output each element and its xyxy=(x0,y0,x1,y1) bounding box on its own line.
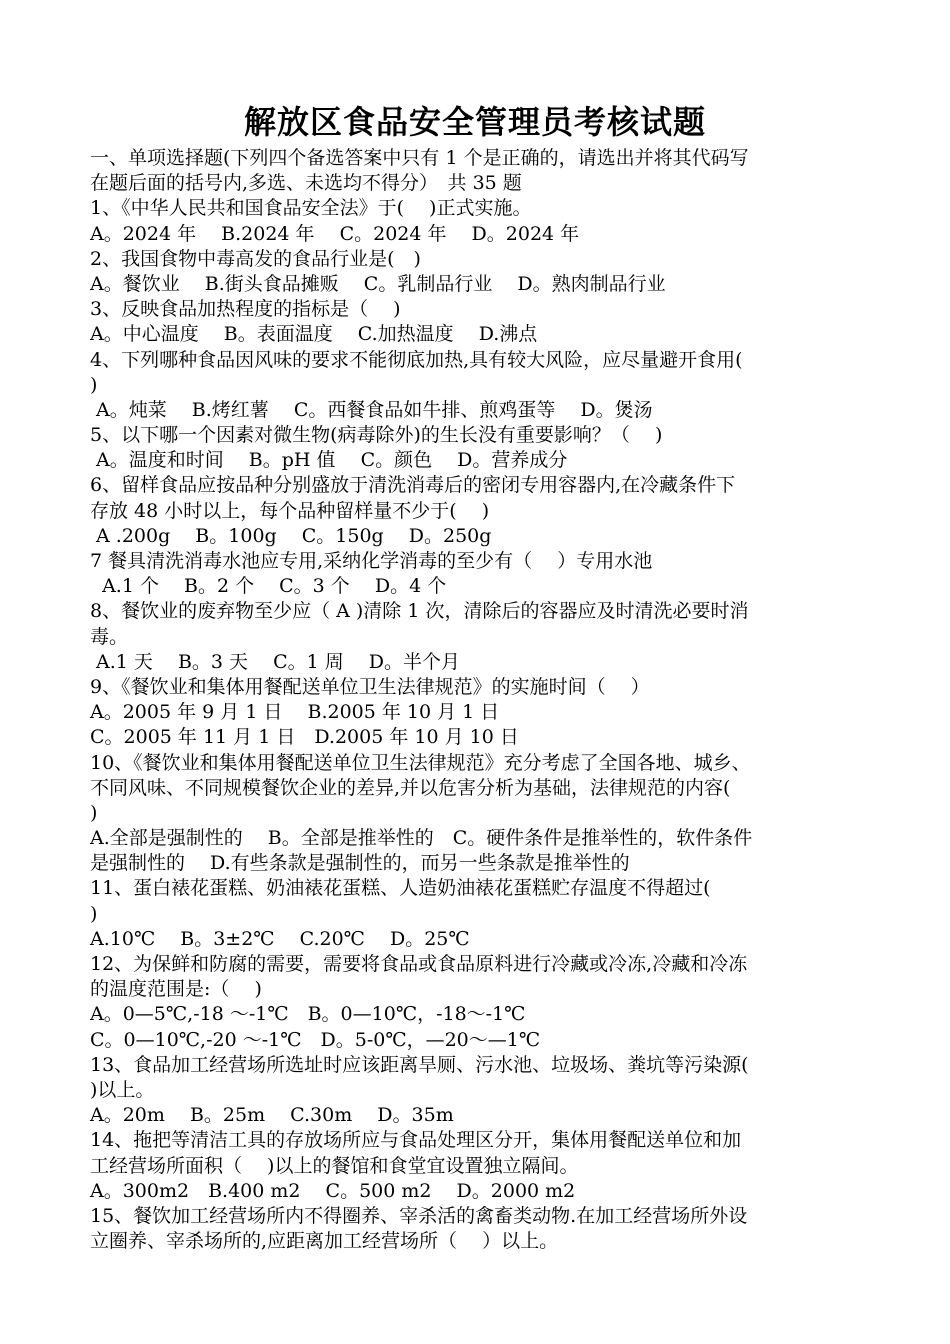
text-line: 14、拖把等清洁工具的存放场所应与食品处理区分开，集体用餐配送单位和加 xyxy=(90,1129,742,1152)
text-line: A。20m B。25m C.30m D。35m xyxy=(90,1104,454,1127)
text-line: 13、食品加工经营场所选址时应该距离旱厕、污水池、垃圾场、粪坑等污染源( xyxy=(90,1053,749,1076)
text-line: ) xyxy=(90,902,98,925)
text-line: A。炖菜 B.烤红薯 C。西餐食品如牛排、煎鸡蛋等 D。煲汤 xyxy=(90,398,653,421)
document-title: 解放区食品安全管理员考核试题 xyxy=(243,103,706,141)
text-line: 不同风味、不同规模餐饮企业的差异,并以危害分析为基础，法律规范的内容( xyxy=(90,776,731,799)
text-line: A。餐饮业 B.街头食品摊贩 C。乳制品行业 D。熟肉制品行业 xyxy=(90,272,666,295)
text-line: 1、《中华人民共和国食品安全法》于( )正式实施。 xyxy=(90,197,532,220)
text-line: )以上。 xyxy=(90,1078,155,1101)
text-line: 在题后面的括号内,多选、未选均不得分） 共 35 题 xyxy=(90,172,522,195)
text-line: A。2024 年 B.2024 年 C。2024 年 D。2024 年 xyxy=(90,222,580,245)
text-line: 毒。 xyxy=(90,625,129,648)
text-line: 是强制性的 D.有些条款是强制性的，而另一些条款是推举性的 xyxy=(90,852,630,875)
text-line: A.1 个 B。2 个 C。3 个 D。4 个 xyxy=(90,575,447,598)
text-line: 立圈养、宰杀场所的,应距离加工经营场所（ ）以上。 xyxy=(90,1230,559,1253)
text-line: 15、餐饮加工经营场所内不得圈养、宰杀活的禽畜类动物.在加工经营场所外设 xyxy=(90,1204,748,1227)
text-line: A。中心温度 B。表面温度 C.加热温度 D.沸点 xyxy=(90,323,538,346)
text-line: A.10℃ B。3±2℃ C.20℃ D。25℃ xyxy=(90,927,470,950)
text-line: 10、《餐饮业和集体用餐配送单位卫生法律规范》充分考虑了全国各地、城乡、 xyxy=(90,751,751,774)
text-line: A。0—5℃,-18 ～-1℃ B。0—10℃，-18～-1℃ xyxy=(90,1003,526,1026)
text-line: 6、留样食品应按品种分别盛放于清洗消毒后的密闭专用容器内,在冷藏条件下 xyxy=(90,474,736,497)
text-line: A。2005 年 9 月 1 日 B.2005 年 10 月 1 日 xyxy=(90,701,500,724)
text-line: C。0—10℃,-20 ～-1℃ D。5-0℃，—20～—1℃ xyxy=(90,1028,541,1051)
text-line: A .200g B。100g C。150g D。250g xyxy=(90,524,492,547)
text-line: C。2005 年 11 月 1 日 D.2005 年 10 月 10 日 xyxy=(90,726,519,749)
text-line: 的温度范围是:（ ) xyxy=(90,978,262,1001)
text-line: ) xyxy=(90,801,98,824)
text-line: 9、《餐饮业和集体用餐配送单位卫生法律规范》的实施时间（ ） xyxy=(90,675,650,698)
text-line: 4、下列哪种食品因风味的要求不能彻底加热,具有较大风险，应尽量避开食用( xyxy=(90,348,743,371)
text-line: 7 餐具清洗消毒水池应专用,采纳化学消毒的至少有（ ）专用水池 xyxy=(90,550,653,572)
text-line: A.全部是强制性的 B。全部是推举性的 C。硬件条件是推举性的，软件条件 xyxy=(90,827,753,850)
text-line: A。温度和时间 B。pH 值 C。颜色 D。营养成分 xyxy=(90,449,568,472)
text-line: 12、为保鲜和防腐的需要，需要将食品或食品原料进行冷藏或冷冻,冷藏和冷冻 xyxy=(90,953,748,975)
text-line: A。300m2 B.400 m2 C。500 m2 D。2000 m2 xyxy=(90,1179,576,1202)
text-line: 一、单项选择题(下列四个备选答案中只有 1 个是正确的，请选出并将其代码写 xyxy=(90,147,749,169)
document-body xyxy=(90,146,860,1254)
text-line: 3、反映食品加热程度的指标是（ ) xyxy=(90,298,401,321)
text-line: 8、餐饮业的废弃物至少应（ A )清除 1 次，清除后的容器应及时清洗必要时消 xyxy=(90,600,749,623)
text-line: 2、我国食物中毒高发的食品行业是( ) xyxy=(90,247,421,270)
text-line: A.1 天 B。3 天 C。1 周 D。半个月 xyxy=(90,650,461,673)
text-line: 工经营场所面积（ )以上的餐馆和食堂宜设置独立隔间。 xyxy=(90,1154,579,1177)
text-line: 11、蛋白裱花蛋糕、奶油裱花蛋糕、人造奶油裱花蛋糕贮存温度不得超过( xyxy=(90,877,711,900)
text-line: 5、以下哪一个因素对微生物(病毒除外)的生长没有重要影响？（ ) xyxy=(90,424,663,447)
text-line: 存放 48 小时以上，每个品种留样量不少于( ) xyxy=(90,499,490,522)
text-line: ) xyxy=(90,373,98,396)
